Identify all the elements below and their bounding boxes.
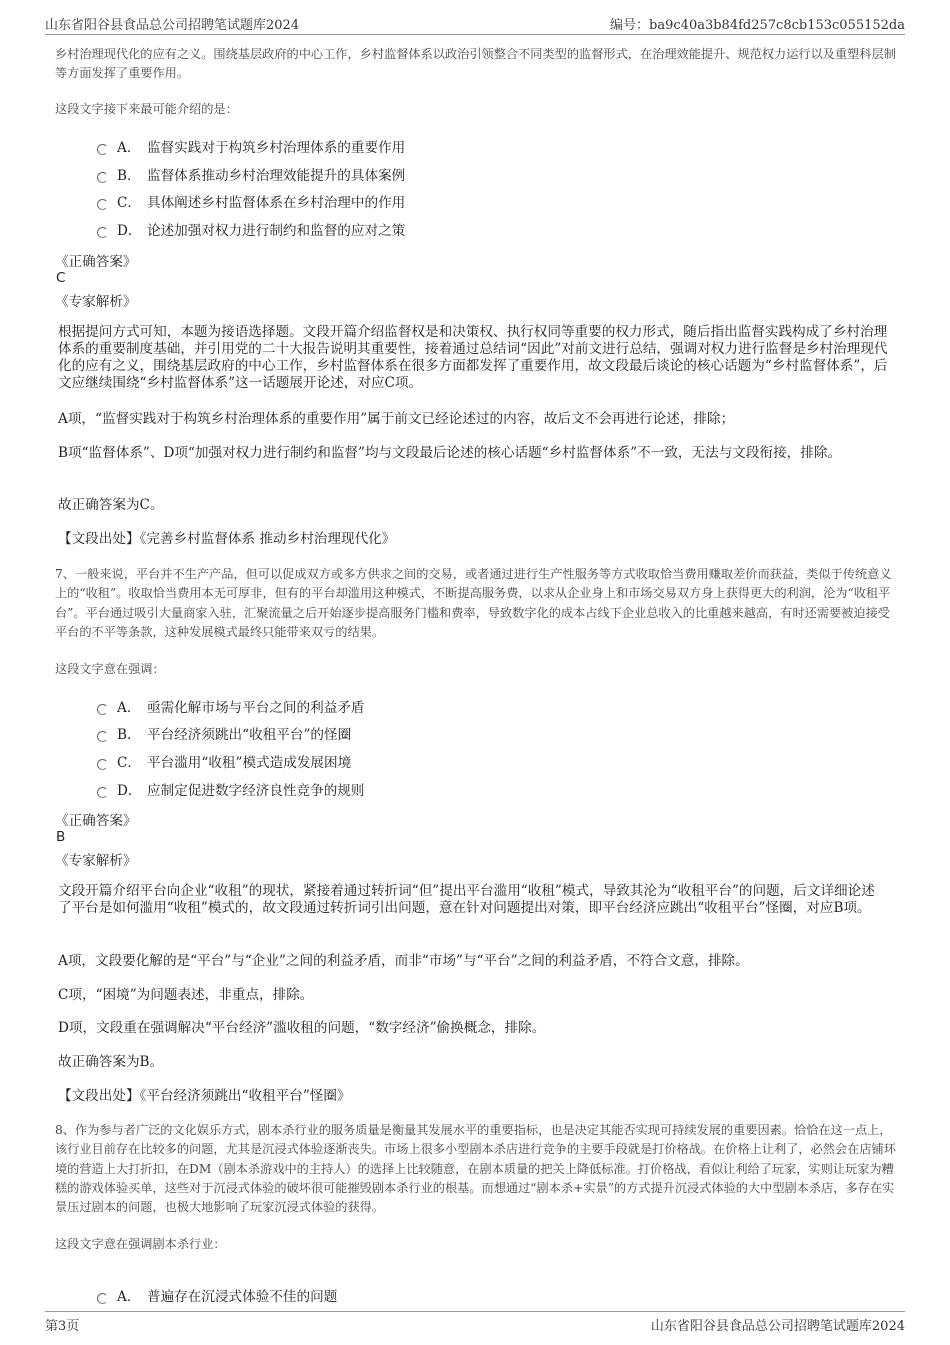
q6-correct-answer-label: 《正确答案》 (55, 254, 137, 270)
q7-option-c[interactable]: C． 平台滥用“收租”模式造成发展困境 (97, 751, 351, 771)
q7-analysis-conclusion: 故正确答案为B。 (58, 1054, 164, 1070)
q8-passage: 8、作为参与者广泛的文化娱乐方式，剧本杀行业的服务质量是衡量其发展水平的重要指标，也是决定其能否实现可持续发展的重要因素。恰恰在这一点上，该行业目前存在比较多的问题，尤其是沉浸式体验逐渐丧失。市场上很多小型剧本杀店进行竞争的主要手段就是打价格战。在价格上让利了，必然会在店铺环境的营造上大打折扣，在DM（剧本杀游戏中的主持人）的选择上比较随意，在剧本质量的把关上降低标准。打价格战，看似让利给了玩家，实则让玩家为糟糕的游戏体验买单，这些对于沉浸式体验的破坏很可能摧毁剧本杀行业的根基。而想通过“剧本杀+实景”的方式提升沉浸式体验的大中型剧本杀店，多存在实景压过剧本的问题，也极大地影响了玩家沉浸式体验的获得。 (55, 1123, 896, 1215)
q7-option-a[interactable]: A． 亟需化解市场与平台之间的利益矛盾 (97, 696, 365, 716)
page-header (45, 14, 905, 35)
q6-option-a[interactable]: A． 监督实践对于构筑乡村治理体系的重要作用 (97, 136, 405, 156)
q7-analysis-c: C项，“困境”为问题表述，非重点，排除。 (58, 987, 314, 1003)
q7-correct-answer-label: 《正确答案》 (55, 813, 137, 829)
q7-answer: B (56, 829, 66, 845)
q7-source: 【文段出处】《平台经济须跳出“收租平台”怪圈》 (58, 1088, 351, 1104)
q7-prompt: 这段文字意在强调： (55, 662, 165, 676)
q8-prompt: 这段文字意在强调剧本杀行业： (55, 1237, 226, 1251)
footer-title: 山东省阳谷县食品总公司招聘笔试题库2024 (650, 1319, 905, 1334)
q6-option-c[interactable]: C． 具体阐述乡村监督体系在乡村治理中的作用 (97, 191, 405, 211)
q7-option-b[interactable]: B． 平台经济须跳出“收租平台”的怪圈 (97, 723, 351, 743)
q7-passage: 7、一般来说，平台并不生产产品，但可以促成双方或多方供求之间的交易，或者通过进行生产性服务等方式收取恰当费用赚取差价而获益，类似于传统意义上的“收租”。收取恰当费用本无可厚非，但有的平台却滥用这种模式，不断提高服务费，以求从企业身上和市场交易双方身上获得更大的利润，沦为“收租平台”。平台通过吸引大量商家入驻，汇聚流量之后开始逐步提高服务门槛和费率，导致数字化的成本占线下企业总收入的比重越来越高，有时还需要被迫接受平台的不平等条款，这种发展模式最终只能带来双亏的结果。 (55, 567, 892, 639)
q6-prompt: 这段文字接下来最可能介绍的是： (55, 102, 238, 116)
q8-option-a[interactable]: A． 普遍存在沉浸式体验不佳的问题 (97, 1285, 337, 1305)
page-number: 第3页 (45, 1319, 80, 1334)
radio-icon[interactable] (97, 731, 108, 742)
q7-analysis-d: D项，文段重在强调解决“平台经济”滥收租的问题，“数字经济”偷换概念，排除。 (58, 1020, 546, 1036)
q6-option-b[interactable]: B． 监督体系推动乡村治理效能提升的具体案例 (97, 164, 405, 184)
radio-icon[interactable] (97, 704, 108, 715)
q7-expert-analysis-label: 《专家解析》 (55, 853, 137, 869)
radio-icon[interactable] (97, 227, 108, 238)
q6-analysis-paragraph: 根据提问方式可知，本题为接语选择题。文段开篇介绍监督权是和决策权、执行权同等重要的权力形式，随后指出监督实践构成了乡村治理体系的重要制度基础，并引用党的二十大报告说明其重要性，接着通过总结词“因此”对前文进行总结，强调对权力进行监督是乡村治理现代化的应有之义，围绕基层政府的中心工作，乡村监督体系在很多方面都发挥了重要作用，故文段最后谈论的核心话题为“乡村监督体系”，后文应继续围绕“乡村监督体系”这一话题展开论述，对应C项。 (58, 324, 888, 391)
radio-icon[interactable] (97, 1293, 108, 1304)
q6-analysis-conclusion: 故正确答案为C。 (58, 497, 164, 513)
radio-icon[interactable] (97, 172, 108, 183)
radio-icon[interactable] (97, 144, 108, 155)
q6-passage-tail: 乡村治理现代化的应有之义。围绕基层政府的中心工作，乡村监督体系以政治引领整合不同类型的监督形式，在治理效能提升、规范权力运行以及重塑科层制等方面发挥了重要作用。 (55, 47, 896, 81)
q6-expert-analysis-label: 《专家解析》 (55, 294, 137, 310)
q7-option-d[interactable]: D． 应制定促进数字经济良性竞争的规则 (97, 779, 365, 799)
radio-icon[interactable] (97, 759, 108, 770)
q6-source: 【文段出处】《完善乡村监督体系 推动乡村治理现代化》 (58, 531, 396, 547)
header-title: 山东省阳谷县食品总公司招聘笔试题库2024 (45, 18, 300, 33)
q6-analysis-bd: B项“监督体系”、D项“加强对权力进行制约和监督”均与文段最后论述的核心话题“乡村监督体系”不一致，无法与文段衔接，排除。 (58, 445, 842, 461)
q7-analysis-paragraph: 文段开篇介绍平台向企业“收租”的现状，紧接着通过转折词“但”提出平台滥用“收租”模式，导致其沦为“收租平台”的问题，后文详细论述了平台是如何滥用“收租”模式的，故文段通过转折词引出问题，意在针对问题提出对策，即平台经济应跳出“收租平台”怪圈，对应B项。 (58, 883, 875, 916)
q6-answer: C (56, 270, 66, 286)
header-doc-id: 编号：ba9c40a3b84fd257c8cb153c055152da (610, 18, 905, 33)
radio-icon[interactable] (97, 787, 108, 798)
q6-option-d[interactable]: D． 论述加强对权力进行制约和监督的应对之策 (97, 219, 405, 239)
q6-analysis-a: A项，“监督实践对于构筑乡村治理体系的重要作用”属于前文已经论述过的内容，故后文不会再进行论述，排除； (58, 411, 735, 427)
page-footer (45, 1311, 905, 1338)
radio-icon[interactable] (97, 199, 108, 210)
q7-analysis-a: A项，文段要化解的是“平台”与“企业”之间的利益矛盾，而非“市场”与“平台”之间的利益矛盾，不符合文意，排除。 (58, 953, 749, 969)
